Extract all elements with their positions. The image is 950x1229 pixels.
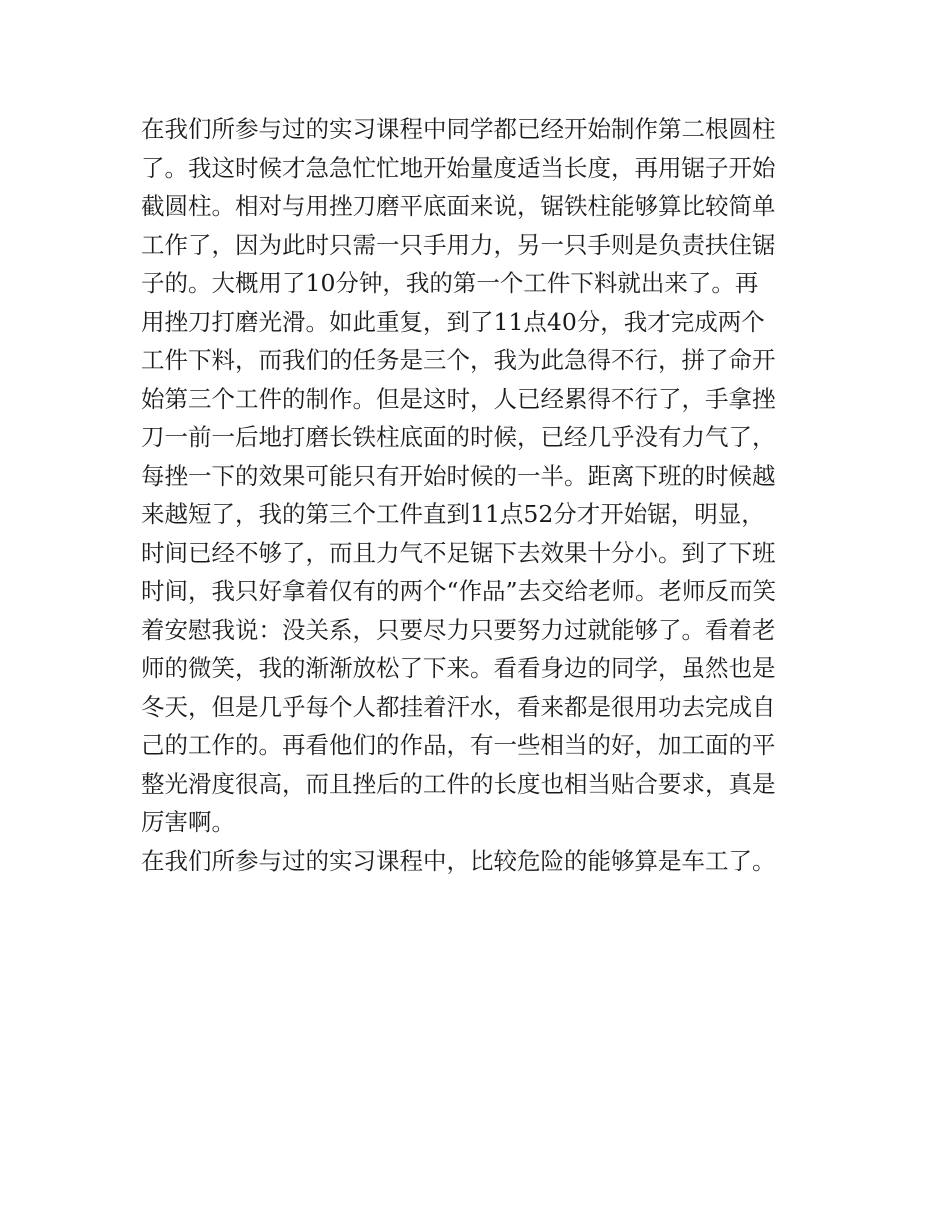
paragraph xyxy=(141,110,821,842)
text-line: 工作了，因为此时只需一只手用力，另一只手则是负责扶住锯 xyxy=(141,230,776,259)
text-line: 己的工作的。再看他们的作品，有一些相当的好，加工面的平 xyxy=(141,731,776,759)
text-line: 每挫一下的效果可能只有开始时候的一半。距离下班的时候越 xyxy=(141,461,776,490)
text-line: 着安慰我说：没关系，只要尽力只要努力过就能够了。看着老 xyxy=(141,615,776,644)
document-body xyxy=(141,110,821,880)
text-line: 在我们所参与过的实习课程中，比较危险的能够算是车工了。 xyxy=(141,846,776,875)
text-line: 截圆柱。相对与用挫刀磨平底面来说，锯铁柱能够算比较简单 xyxy=(141,192,776,220)
text-line: 用挫刀打磨光滑。如此重复，到了11点40分，我才完成两个 xyxy=(141,307,765,336)
text-line: 了。我这时候才急急忙忙地开始量度适当长度，再用锯子开始 xyxy=(141,153,776,182)
text-line: 时间已经不够了，而且力气不足锯下去效果十分小。到了下班 xyxy=(141,538,776,567)
text-line: 在我们所参与过的实习课程中同学都已经开始制作第二根圆柱 xyxy=(141,115,776,143)
text-line: 冬天，但是几乎每个人都挂着汗水，看来都是很用功去完成自 xyxy=(141,692,776,721)
paragraph xyxy=(141,842,821,881)
text-line: 来越短了，我的第三个工件直到11点52分才开始锯，明显， xyxy=(141,500,765,528)
text-line: 时间，我只好拿着仅有的两个“作品”去交给老师。老师反而笑 xyxy=(141,577,777,605)
text-line: 整光滑度很高，而且挫后的工件的长度也相当贴合要求，真是 xyxy=(141,769,776,798)
text-line: 始第三个工件的制作。但是这时，人已经累得不行了，手拿挫 xyxy=(141,384,776,413)
text-line: 子的。大概用了10分钟，我的第一个工件下料就出来了。再 xyxy=(141,269,759,297)
text-line: 工件下料，而我们的任务是三个，我为此急得不行，拼了命开 xyxy=(141,346,776,374)
text-line: 刀一前一后地打磨长铁柱底面的时候，已经几乎没有力气了， xyxy=(141,423,776,451)
text-line: 厉害啊。 xyxy=(141,808,235,836)
text-line: 师的微笑，我的渐渐放松了下来。看看身边的同学，虽然也是 xyxy=(141,654,776,682)
